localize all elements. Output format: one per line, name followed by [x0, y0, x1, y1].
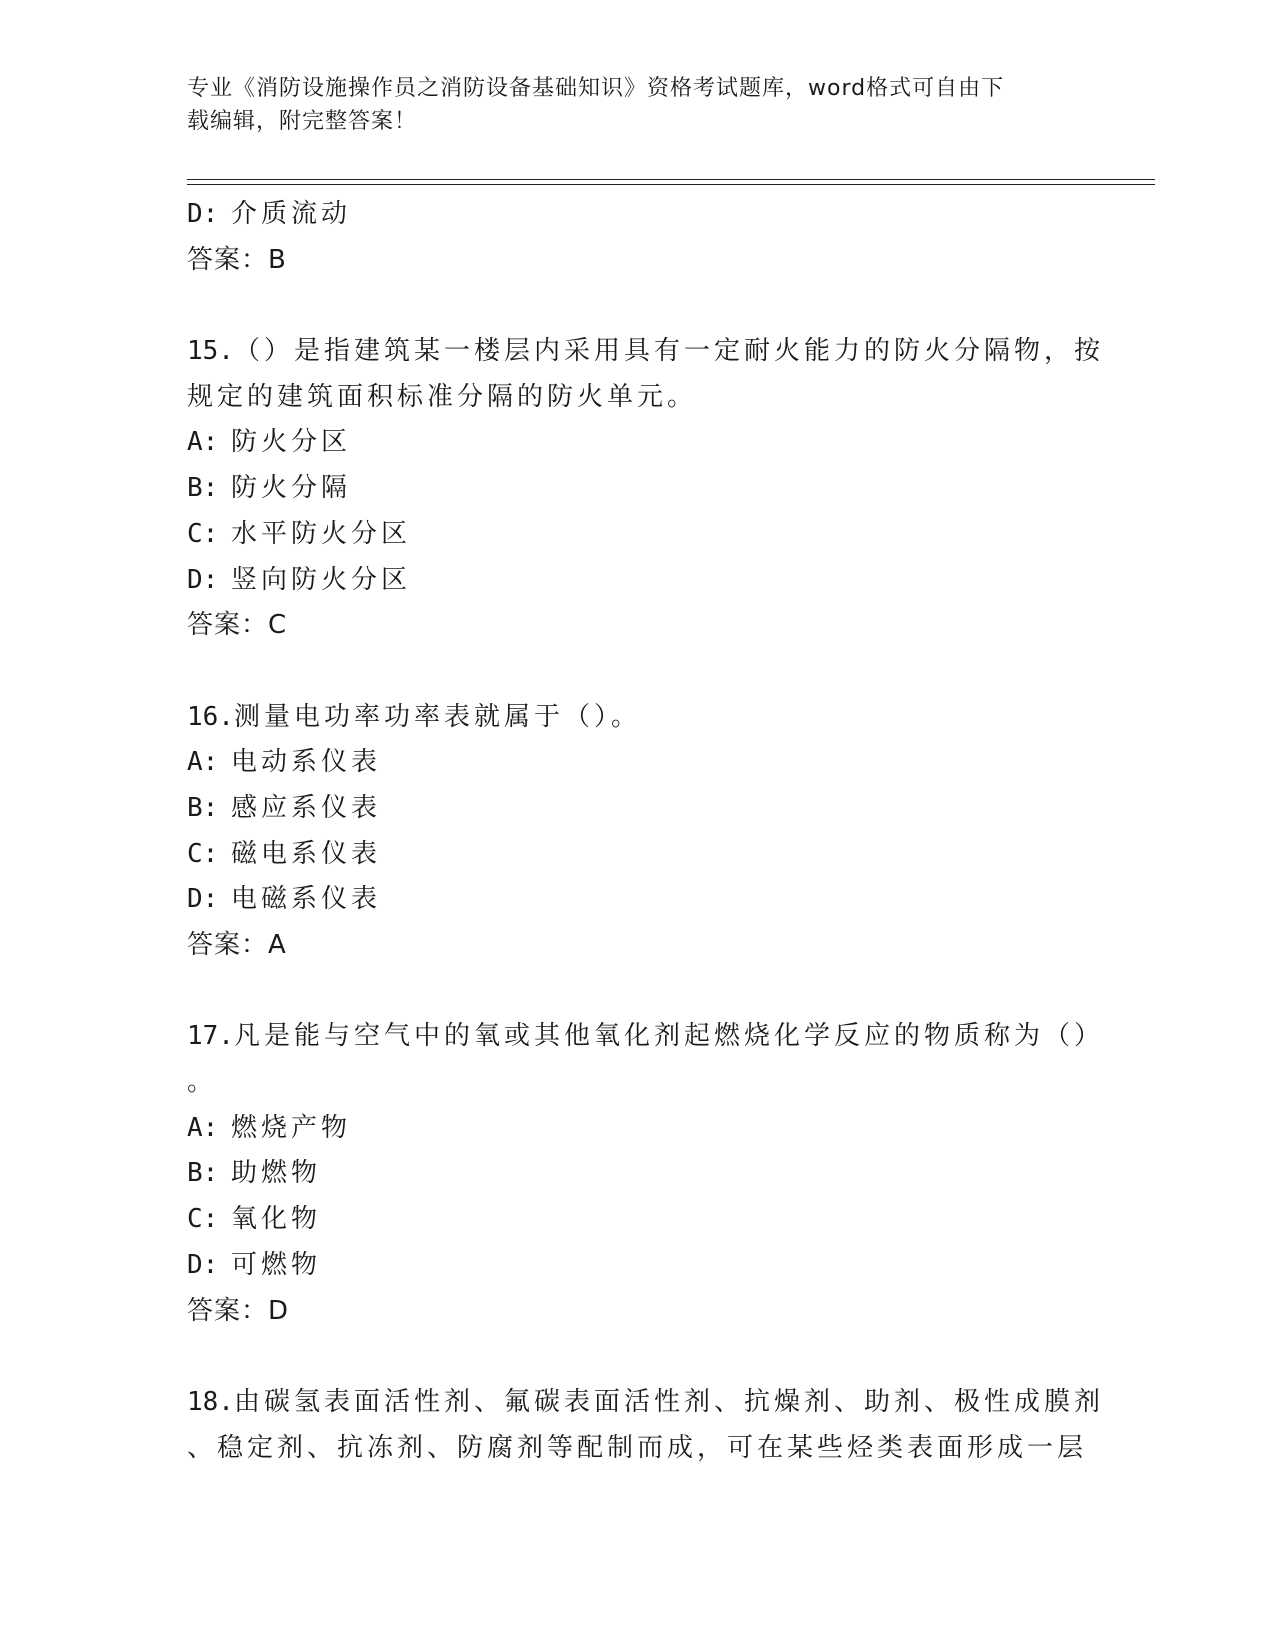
option-c: C: 磁电系仪表	[187, 838, 382, 869]
question-stem: 16.测量电功率功率表就属于（）。	[187, 701, 641, 732]
answer-line: 答案：C	[187, 610, 288, 641]
option-a: A: 防火分区	[187, 427, 352, 458]
option-a: A: 燃烧产物	[187, 1112, 352, 1143]
answer-line: 答案：D	[187, 1295, 290, 1326]
header-divider-bottom	[187, 184, 1155, 185]
question-stem: 15.（）是指建筑某一楼层内采用具有一定耐火能力的防火分隔物，按	[187, 336, 1104, 367]
question-stem: 18.由碳氢表面活性剂、氟碳表面活性剂、抗燥剂、助剂、极性成膜剂	[187, 1386, 1104, 1417]
question-stem-continued: 规定的建筑面积标准分隔的防火单元。	[187, 381, 698, 412]
header-line-2: 载编辑，附完整答案！	[187, 109, 418, 134]
question-stem-continued: 。	[187, 1067, 218, 1098]
option-c: C: 水平防火分区	[187, 518, 412, 549]
question-17	[187, 1014, 1104, 1334]
question-15	[187, 329, 1104, 649]
option-b: B: 感应系仪表	[187, 792, 382, 823]
question-list	[187, 192, 1104, 1471]
document-header	[187, 72, 1087, 138]
header-divider-top	[187, 179, 1155, 180]
option-b: B: 防火分隔	[187, 473, 352, 504]
question-stem: 17.凡是能与空气中的氧或其他氧化剂起燃烧化学反应的物质称为（）	[187, 1021, 1104, 1052]
option-a: A: 电动系仪表	[187, 747, 382, 778]
option-d: D: 竖向防火分区	[187, 564, 412, 595]
answer-line: 答案：A	[187, 930, 287, 960]
option-b: B: 助燃物	[187, 1158, 322, 1189]
option-c: C: 氧化物	[187, 1204, 322, 1235]
option-d: D: 电磁系仪表	[187, 884, 382, 915]
option-d: D: 可燃物	[187, 1249, 322, 1280]
question-16	[187, 695, 1087, 969]
question-18	[187, 1380, 1104, 1471]
answer-line: 答案：B	[187, 244, 287, 275]
header-line-1: 专业《消防设施操作员之消防设备基础知识》资格考试题库，word格式可自由下	[187, 76, 1005, 101]
option-d: D: 介质流动	[187, 199, 352, 229]
question-stem-continued: 、稳定剂、抗冻剂、防腐剂等配制而成，可在某些烃类表面形成一层	[187, 1432, 1088, 1463]
